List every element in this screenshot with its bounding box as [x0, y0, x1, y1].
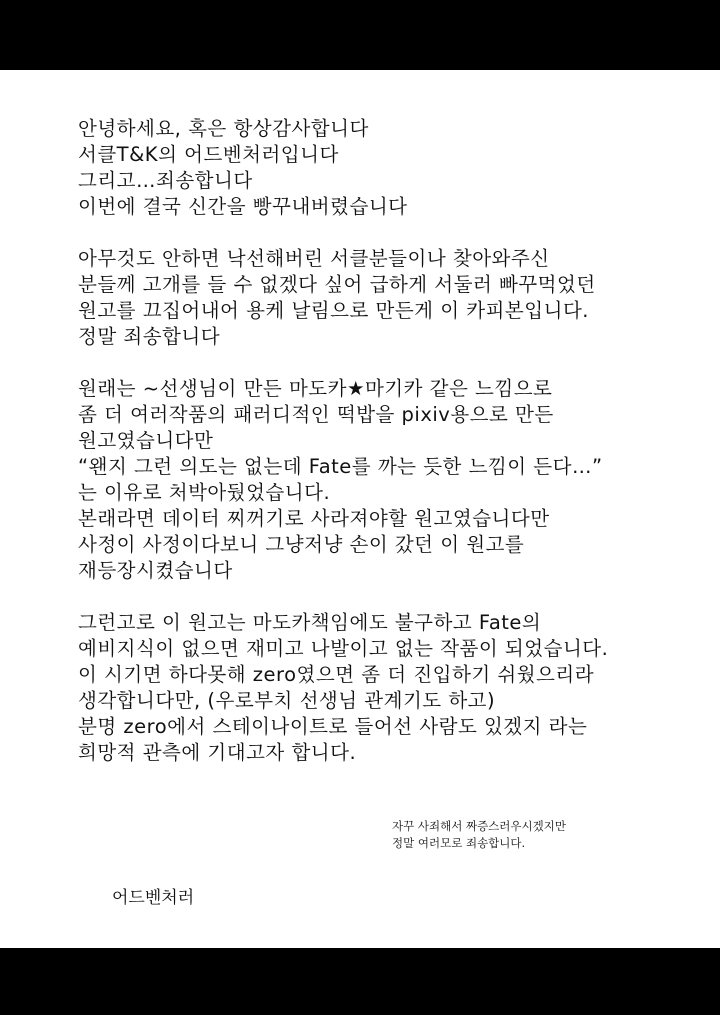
text-line: 서클T&K의 어드벤처러입니다: [78, 143, 339, 166]
paragraph-background: [78, 376, 708, 584]
text-line: 원고를 끄집어내어 용케 날림으로 만든게 이 카피본입니다.: [78, 299, 589, 322]
text-line: 분명 zero에서 스테이나이트로 들어선 사람도 있겠지 라는: [78, 715, 588, 738]
text-line: 이 시기면 하다못해 zero였으면 좀 더 진입하기 쉬웠으리라: [78, 663, 595, 686]
text-line: 아무것도 안하면 낙선해버린 서클분들이나 찾아와주신: [78, 247, 550, 270]
text-line: 본래라면 데이터 찌꺼기로 사라져야할 원고였습니다만: [78, 507, 550, 530]
apology-note: [392, 818, 566, 852]
text-line: 원래는 ~선생님이 만든 마도카★마기카 같은 느낌으로: [78, 377, 553, 400]
letter-page: [0, 70, 720, 948]
paragraph-conclusion: [78, 610, 708, 766]
text-line: 원고였습니다만: [78, 429, 214, 452]
text-line: 희망적 관측에 기대고자 합니다.: [78, 741, 357, 764]
text-line: 이번에 결국 신간을 빵꾸내버렸습니다: [78, 195, 408, 218]
text-line: 사정이 사정이다보니 그냥저냥 손이 갔던 이 원고를: [78, 533, 525, 556]
text-line: 그리고…죄송합니다: [78, 169, 253, 192]
bottom-letterbox-bar: [0, 948, 720, 1015]
note-line: 정말 여러모로 죄송합니다.: [392, 836, 526, 850]
letter-body: [78, 116, 708, 792]
text-line: 생각합니다만, (우로부치 선생님 관계기도 하고): [78, 689, 496, 712]
signature: 어드벤처러: [112, 888, 195, 908]
text-line: 예비지식이 없으면 재미고 나발이고 없는 작품이 되었습니다.: [78, 637, 609, 660]
top-letterbox-bar: [0, 0, 720, 70]
paragraph-greeting: [78, 116, 708, 220]
text-line: 좀 더 여러작품의 패러디적인 떡밥을 pixiv용으로 만든: [78, 403, 554, 426]
paragraph-reason: [78, 246, 708, 350]
text-line: 재등장시켰습니다: [78, 559, 233, 582]
note-line: 자꾸 사죄해서 짜증스러우시겠지만: [392, 819, 566, 833]
text-line: 정말 죄송합니다: [78, 325, 221, 348]
text-line: “왠지 그런 의도는 없는데 Fate를 까는 듯한 느낌이 든다…”: [78, 455, 603, 478]
text-line: 분들께 고개를 들 수 없겠다 싶어 급하게 서둘러 빠꾸먹었던: [78, 273, 596, 296]
text-line: 안녕하세요, 혹은 항상감사합니다: [78, 117, 369, 140]
text-line: 그런고로 이 원고는 마도카책임에도 불구하고 Fate의: [78, 611, 542, 634]
text-line: 는 이유로 처박아뒀었습니다.: [78, 481, 331, 504]
